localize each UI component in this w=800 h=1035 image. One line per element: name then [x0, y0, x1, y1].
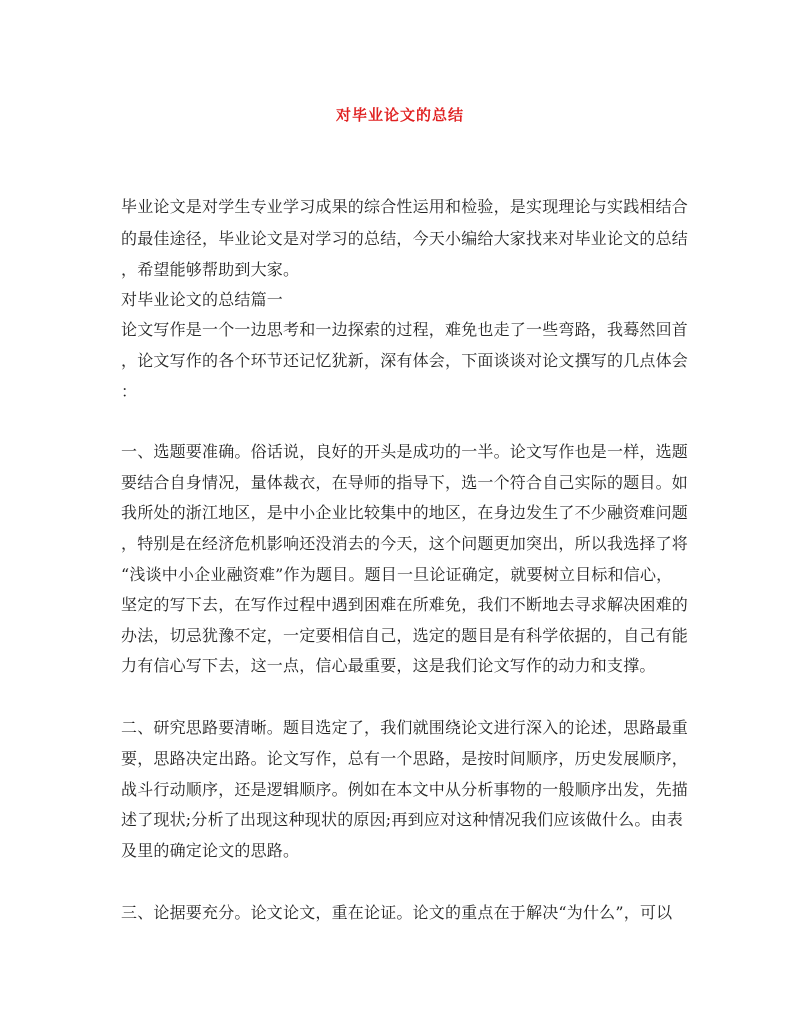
document-title: 对毕业论文的总结	[335, 106, 464, 124]
paragraph-line: 要，思路决定出路。论文写作，总有一个思路，是按时间顺序，历史发展顺序，	[121, 749, 689, 768]
paragraph-line: 论文写作是一个一边思考和一边探索的过程，难免也走了一些弯路，我蓦然回首	[121, 320, 689, 339]
paragraph-line: 三、论据要充分。论文论文，重在论证。论文的重点在于解决“为什么”，可以	[121, 903, 673, 922]
paragraph-line: 及里的确定论文的思路。	[121, 841, 300, 860]
paragraph-line: 毕业论文是对学生专业学习成果的综合性运用和检验，是实现理论与实践相结合	[121, 197, 689, 216]
section-heading: 对毕业论文的总结篇一	[121, 290, 284, 309]
paragraph-line: 战斗行动顺序，还是逻辑顺序。例如在本文中从分析事物的一般顺序出发，先描	[121, 780, 689, 799]
paragraph-line: 坚定的写下去，在写作过程中遇到困难在所难免，我们不断地去寻求解决困难的	[121, 595, 689, 614]
paragraph-line: 一、选题要准确。俗话说，良好的开头是成功的一半。论文写作也是一样，选题	[121, 442, 689, 461]
paragraph-line: 二、研究思路要清晰。题目选定了，我们就围绕论文进行深入的论述，思路最重	[121, 718, 689, 737]
paragraph-line: 的最佳途径，毕业论文是对学习的总结，今天小编给大家找来对毕业论文的总结	[121, 229, 689, 248]
paragraph-line: “浅谈中小企业融资难”作为题目。题目一旦论证确定，就要树立目标和信心，	[121, 565, 673, 584]
paragraph-line: ，特别是在经济危机影响还没消去的今天，这个问题更加突出，所以我选择了将	[121, 534, 689, 553]
paragraph-line: ，希望能够帮助到大家。	[121, 260, 300, 279]
paragraph-line: 办法，切忌犹豫不定，一定要相信自己，选定的题目是有科学依据的，自己有能	[121, 626, 689, 645]
paragraph-line: 我所处的浙江地区，是中小企业比较集中的地区，在身边发生了不少融资难问题	[121, 503, 689, 522]
paragraph-line: 要结合自身情况，量体裁衣，在导师的指导下，选一个符合自己实际的题目。如	[121, 473, 689, 492]
paragraph-line: 力有信心写下去，这一点，信心最重要，这是我们论文写作的动力和支撑。	[121, 656, 656, 675]
paragraph-line: 述了现状;分析了出现这种现状的原因;再到应对这种情况我们应该做什么。由表	[121, 810, 683, 829]
paragraph-line: ：	[121, 382, 138, 401]
paragraph-line: ，论文写作的各个环节还记忆犹新，深有体会，下面谈谈对论文撰写的几点体会	[121, 351, 689, 370]
